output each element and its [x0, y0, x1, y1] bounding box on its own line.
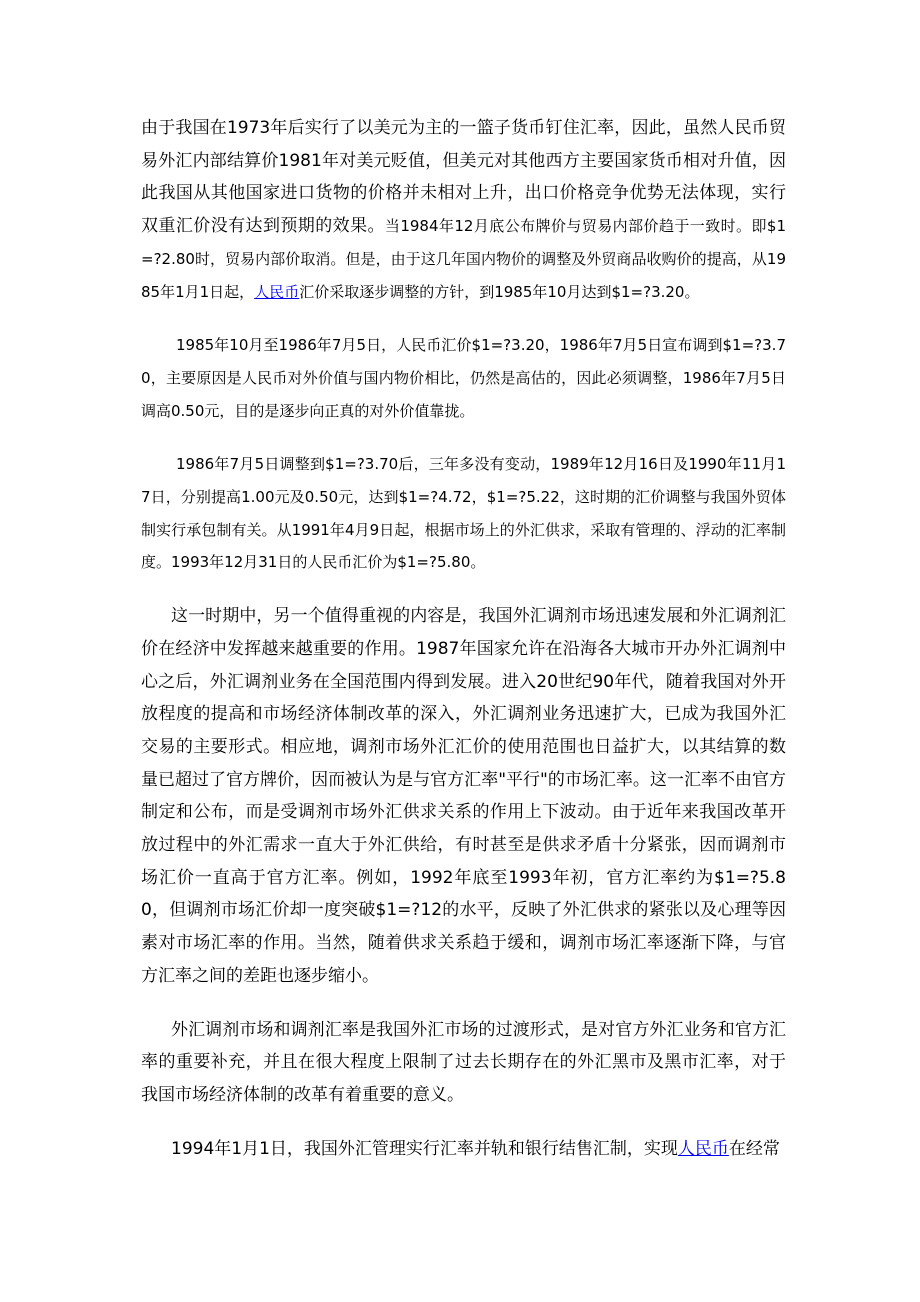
paragraph-2: 1985年10月至1986年7月5日，人民币汇价$1=?3.20，1986年7月5日宣布调到$1=?3.70，主要原因是人民币对外价值与国内物价相比，仍然是高估的，因此必须调整，1986年7月5日调高0.50元，目的是逐步向正真的对外价值靠拢。: [141, 336, 786, 420]
paragraph-1-part-c: 汇价采取逐步调整的方针，到1985年10月达到$1=?3.20。: [299, 282, 700, 301]
paragraph-1-part-a: 由于我国在1973年后实行了以美元为主的一篮子货币钉住汇率，因此，虽然人民币贸易外汇内部结算价1981年对美元贬值，但美元对其他西方主要国家货币相对升值，因此我国从其他国家进口货物的价格并未相对上升，出口价格竞争优势无法体现，实行双重汇价没有达到预期的效果。: [141, 118, 786, 237]
renminbi-link-1[interactable]: 人民币: [254, 282, 300, 301]
paragraph-5: 外汇调剂市场和调剂汇率是我国外汇市场的过渡形式，是对官方外汇业务和官方汇率的重要补充，并且在很大程度上限制了过去长期存在的外汇黑市及黑市汇率，对于我国市场经济体制的改革有着重要的意义。: [141, 1019, 786, 1105]
paragraph-1-part-b: 当1984年12月底公布牌价与贸易内部价趋于一致时。即$1=?2.80时，贸易内部价取消。但是，由于这几年国内物价的调整及外贸商品收购价的提高，从1985年1月1日起，: [141, 217, 786, 301]
paragraph-4: 这一时期中，另一个值得重视的内容是，我国外汇调剂市场迅速发展和外汇调剂汇价在经济中发挥越来越重要的作用。1987年国家允许在沿海各大城市开办外汇调剂中心之后，外汇调剂业务在全国范围内得到发展。进入20世纪90年代，随着我国对外开放程度的提高和市场经济体制改革的深入，外汇调剂业务迅速扩大，已成为我国外汇交易的主要形式。相应地，调剂市场外汇汇价的使用范围也日益扩大，以其结算的数量已超过了官方牌价，因而被认为是与官方汇率"平行"的市场汇率。这一汇率不由官方制定和公布，而是受调剂市场外汇供求关系的作用上下波动。由于近年来我国改革开放过程中的外汇需求一直大于外汇供给，有时甚至是供求矛盾十分紧张，因而调剂市场汇价一直高于官方汇率。例如，1992年底至1993年初，官方汇率约为$1=?5.80，但调剂市场汇价却一度突破$1=?12的水平，反映了外汇供求的紧张以及心理等因素对市场汇率的作用。当然，随着供求关系趋于缓和，调剂市场汇率逐渐下降，与官方汇率之间的差距也逐步缩小。: [141, 606, 786, 986]
paragraph-6-part-b: 在经常: [728, 1138, 780, 1159]
paragraph-6: [141, 1133, 786, 1166]
paragraph-6-part-a: 1994年1月1日，我国外汇管理实行汇率并轨和银行结售汇制，实现: [171, 1138, 678, 1159]
renminbi-link-2[interactable]: 人民币: [677, 1138, 729, 1159]
paragraph-3: 1986年7月5日调整到$1=?3.70后，三年多没有变动，1989年12月16日及1990年11月17日，分别提高1.00元及0.50元，达到$1=?4.72，$1=?5.22，这时期的汇价调整与我国外贸体制实行承包制有关。从1991年4月9日起，根据市场上的外汇供求，采取有管理的、浮动的汇率制度。1993年12月31日的人民币汇价为$1=?5.80。: [141, 455, 786, 572]
paragraph-1: [141, 112, 786, 308]
document-body: [141, 112, 786, 1165]
